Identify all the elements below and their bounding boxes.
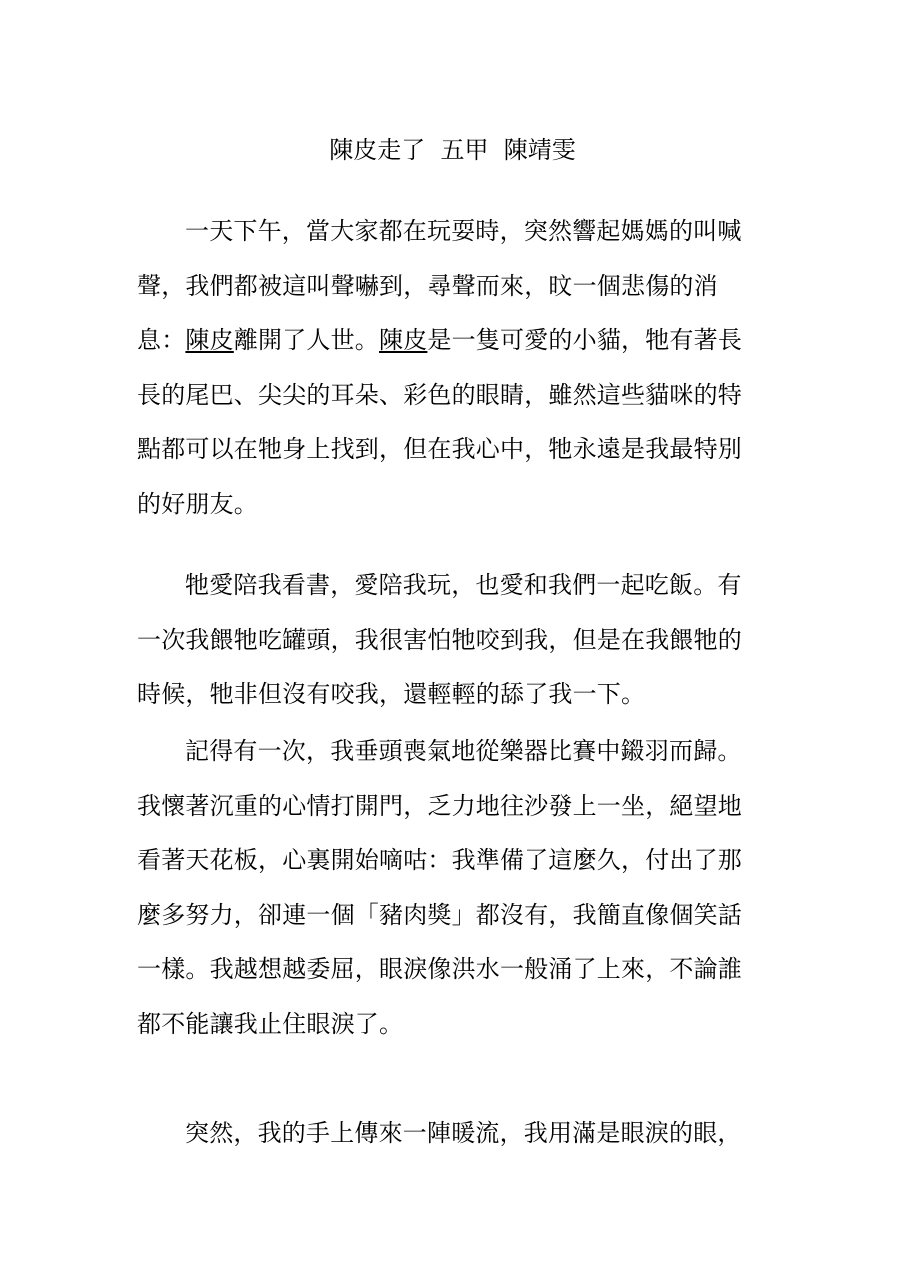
- paragraph-1-text-c: 是一隻可愛的小貓，牠有著長長的尾巴、尖尖的耳朵、彩色的眼睛，雖然這些貓咪的特點都可以在牠身上找到，但在我心中，牠永遠是我最特別的好朋友。: [137, 326, 743, 518]
- paragraph-1-text-b: 離開了人世。: [233, 326, 380, 355]
- cat-name-underlined: 陳皮: [185, 326, 234, 355]
- paragraph-1-text-a: 一天下午，當大家都在玩耍時，突然響起媽媽的叫喊聲，我們都被這叫聲嚇到，尋聲而來，旼一個悲傷的消息：: [137, 217, 742, 355]
- paragraph-1: [137, 204, 749, 532]
- paragraph-3: 記得有一次，我垂頭喪氣地從樂器比賽中鎩羽而歸。我懷著沉重的心情打開門，乏力地往沙發上一坐，絕望地看著天花板，心裏開始嘀咕：我準備了這麼久，付出了那麼多努力，卻連一個「豬肉獎」都沒有，我簡直像個笑話一樣。我越想越委屈，眼淚像洪水一般涌了上來，不論誰都不能讓我止住眼淚了。: [137, 737, 742, 1038]
- essay-title: 陳皮走了 五甲 陳靖雯: [329, 136, 576, 164]
- cat-name-underlined: 陳皮: [379, 326, 428, 355]
- paragraph-4: 突然，我的手上傳來一陣暖流，我用滿是眼淚的眼，: [185, 1119, 742, 1147]
- paragraph-2: 牠愛陪我看書，愛陪我玩，也愛和我們一起吃飯。有一次我餵牠吃罐頭，我很害怕牠咬到我，但是在我餵牠的時候，牠非但沒有咬我，還輕輕的舔了我一下。: [137, 571, 742, 709]
